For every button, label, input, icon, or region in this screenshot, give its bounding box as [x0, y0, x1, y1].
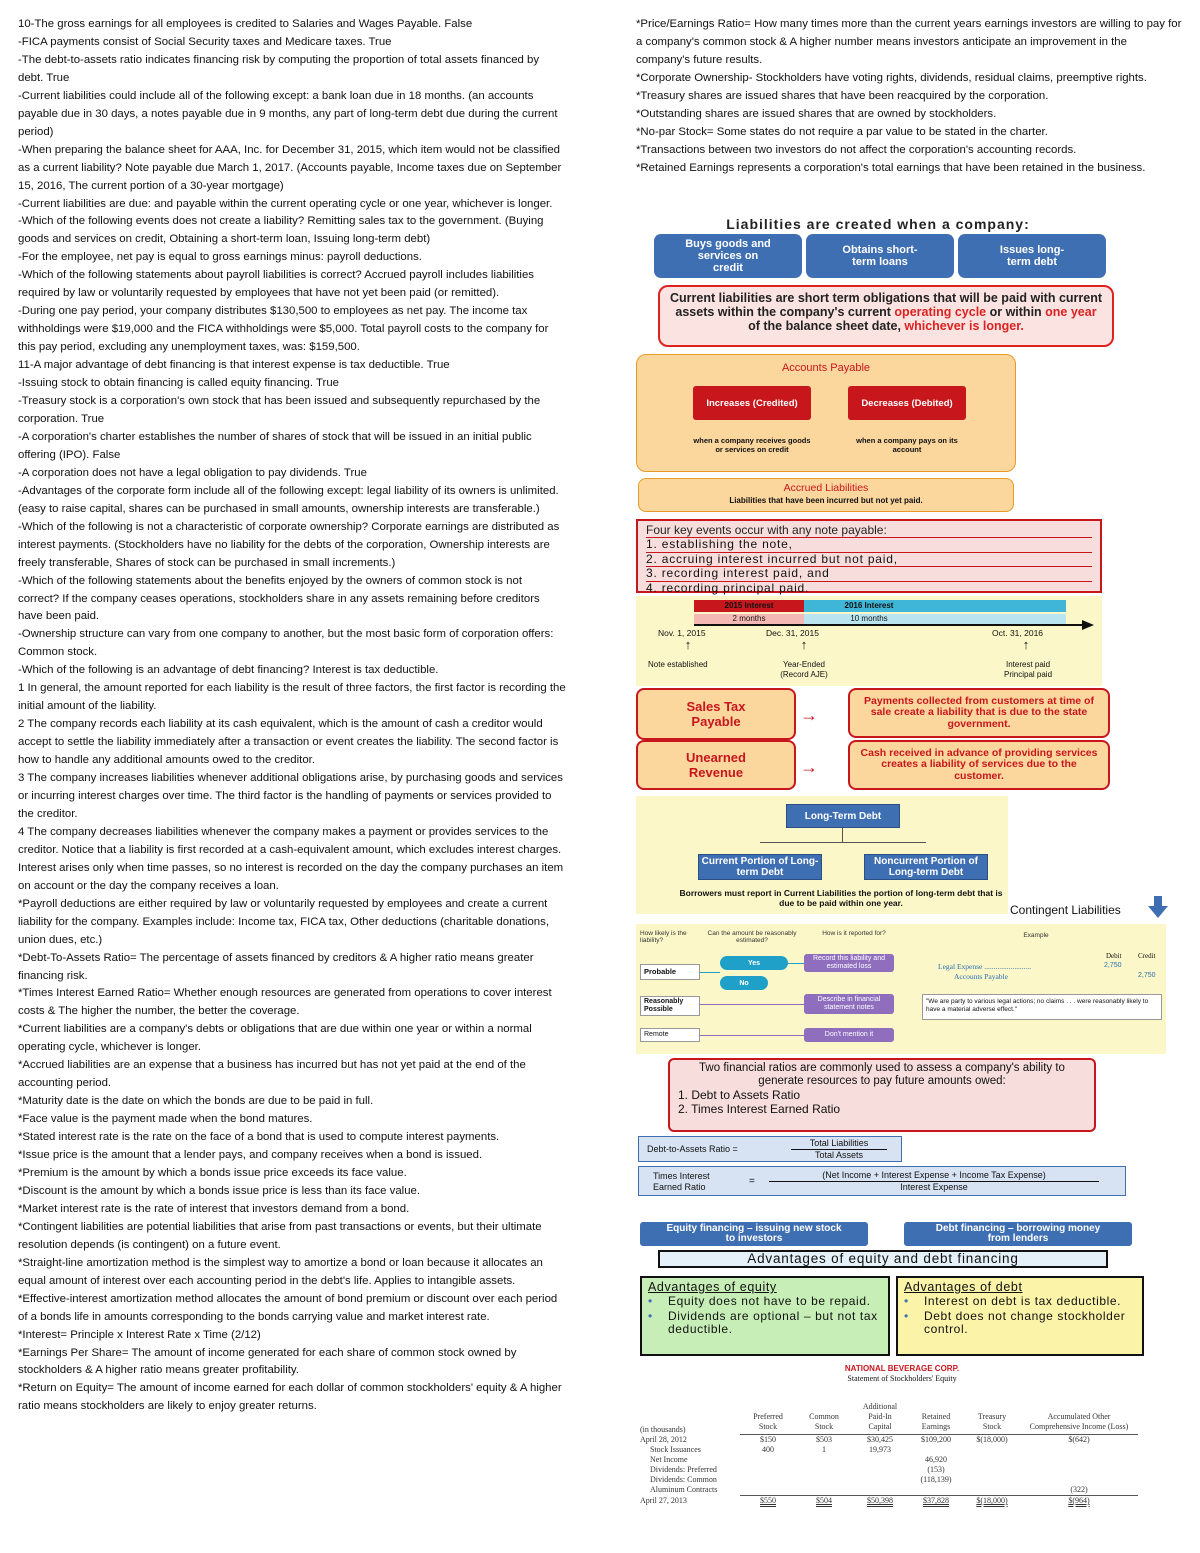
table-row	[636, 1496, 1138, 1507]
probable-label: Probable	[644, 967, 677, 976]
statement-header-row	[636, 1402, 1138, 1435]
contingent-col-head-4: Example	[1023, 932, 1049, 939]
label-interest-paid: Interest paid	[1005, 660, 1051, 669]
left-note-paragraph: *Straight-line amortization method is the simplest way to amortize a bond or loan because it allocates an equal amount of interest over each accounting period in the debt's life. Applies to intangible assets.	[18, 1256, 543, 1287]
accrued-desc: Liabilities that have been incurred but not yet paid.	[729, 496, 923, 505]
statement-cell: $30,425	[867, 1435, 893, 1444]
unearned-revenue-label: Unearned Revenue	[686, 750, 746, 780]
statement-cell	[964, 1485, 1020, 1496]
left-note-paragraph: -Current liabilities are due: and payable within the current operating cycle or one year, whichever is longer.	[18, 197, 553, 210]
left-note-paragraph: -Issuing stock to obtain financing is called equity financing. True	[18, 377, 340, 390]
left-note-paragraph: -Treasury stock is a corporation's own stock that has been issued and subsequently repurchased by the corporation. True	[18, 395, 541, 425]
accrued-title: Accrued Liabilities	[783, 482, 869, 494]
right-note-paragraph: *Outstanding shares are issued shares that are owned by stockholders.	[636, 107, 997, 120]
statement-cell: $(642)	[1068, 1435, 1090, 1444]
timeline-bar-2016-label: 2016 Interest	[844, 601, 894, 610]
liabilities-created-title: Liabilities are created when a company:	[726, 216, 1030, 232]
statement-cell	[740, 1485, 796, 1496]
left-note-paragraph: *Current liabilities are a company's debts or obligations that are due within one year or within a normal operating cycle, whichever is longer.	[18, 1023, 532, 1054]
left-note-paragraph: *Earnings Per Share= The amount of income generated for each share of common stock owned by stockholders & A higher ratio means greater profitability.	[18, 1346, 517, 1377]
financing-title: Advantages of equity and debt financing	[658, 1250, 1108, 1268]
statement-cell	[852, 1465, 908, 1475]
statement-cell	[740, 1465, 796, 1475]
statement-cell	[908, 1485, 964, 1496]
left-note-paragraph: *Times Interest Earned Ratio= Whether enough resources are generated from operations to cover interest costs & The higher the number, the better the coverage.	[18, 987, 552, 1018]
timeline-months-10: 10 months	[850, 614, 888, 623]
statement-row-label: Net Income	[650, 1455, 688, 1464]
bullet-icon: •	[904, 1294, 909, 1308]
tie-formula-box	[638, 1166, 1126, 1196]
right-arrow-icon: →	[800, 757, 818, 777]
equity-advantages-title: Advantages of equity	[648, 1280, 777, 1294]
dta-formula-box	[638, 1136, 902, 1162]
note-event-2: 2. accruing interest incurred but not paid,	[646, 552, 1092, 567]
interest-timeline-graphic	[636, 596, 1102, 686]
debt-item-1: Interest on debt is tax deductible.	[924, 1294, 1122, 1308]
tie-numerator: (Net Income + Interest Expense + Income Tax Expense)	[769, 1170, 1099, 1182]
statement-column-header: Treasury Stock	[964, 1402, 1020, 1435]
current-def-mid: or within	[986, 305, 1046, 319]
contingent-quote-text: "We are party to various legal actions; no claims . . . were reasonably likely to have a material adverse effect."	[926, 998, 1149, 1013]
note-event-4: 4. recording principal paid.	[646, 581, 1092, 596]
sales-tax-box	[636, 688, 796, 740]
statement-row-label: April 27, 2013	[640, 1495, 687, 1505]
left-note-paragraph: *Debt-To-Assets Ratio= The percentage of assets financed by creditors & A higher ratio means greater financing risk.	[18, 951, 534, 982]
statement-cell	[852, 1475, 908, 1485]
statement-cell	[1020, 1465, 1138, 1475]
contingent-record: Record this liability and estimated loss	[804, 954, 894, 972]
left-note-paragraph: *Maturity date is the date on which the bonds are due to be paid in full.	[18, 1095, 374, 1108]
contingent-title: Contingent Liabilities	[1010, 903, 1121, 917]
ltd-connector	[760, 842, 926, 843]
left-note-paragraph: 3 The company increases liabilities whenever additional obligations arise, by purchasing goods and services or incurring interest charges over time. The third factor is the handling of payments or services provided to the creditor.	[18, 772, 563, 820]
left-note-paragraph: *Premium is the amount by which a bonds issue price exceeds its face value.	[18, 1167, 407, 1179]
statement-cell	[740, 1475, 796, 1485]
left-note-paragraph: *Discount is the amount by which a bonds issue price is less than its face value.	[18, 1184, 421, 1197]
contingent-example-line1: Legal Expense .........................	[938, 962, 1032, 971]
table-row	[636, 1485, 1138, 1496]
left-note-paragraph: -Which of the following is not a characteristic of corporate ownership? Corporate earnings are distributed as interest payments. (Stockholders have no liability for the debts of the corporation, Ownership interests are freely transferable, Shares of stock can be purchased in small increments.)	[18, 520, 560, 569]
current-def-mid2: of the balance sheet date,	[748, 319, 905, 333]
statement-cell: 46,920	[925, 1455, 947, 1464]
statement-cell	[740, 1455, 796, 1465]
statement-row-label: Aluminum Contracts	[650, 1485, 718, 1495]
table-row	[636, 1475, 1138, 1485]
label-record-aje: (Record AJE)	[780, 670, 828, 679]
left-note-paragraph: -Ownership structure can vary from one company to another, but the most basic form of corporation offers: Common stock.	[18, 628, 554, 659]
left-note-paragraph: -During one pay period, your company distributes $130,500 to employees as net pay. The income tax withholdings were $19,000 and the FICA withholdings were $5,000. Total payroll costs to the company for this pay period, excluding any unemployment taxes, was: $159,500.	[18, 305, 549, 354]
contingent-col-head-1: How likely is the liability?	[640, 930, 687, 944]
right-note-paragraph: *Treasury shares are issued shares that have been reacquired by the corporation.	[636, 89, 1049, 102]
sales-tax-label: Sales Tax Payable	[686, 699, 746, 729]
left-note-paragraph: 4 The company decreases liabilities whenever the company makes a payment or provides services to the creditor. Notice that a liability is first recorded at a cash-equivalent amount, which excludes interest charges. Interest arises only when time passes, so no interest is recorded on the day the company purchases an item on account or the day the company receives a loan.	[18, 825, 564, 892]
financial-ratios-graphic	[668, 1058, 1096, 1132]
dta-label: Debt-to-Assets Ratio =	[647, 1144, 738, 1154]
ltd-note: Borrowers must report in Current Liabilities the portion of long-term debt that is due to be paid within one year.	[679, 888, 1003, 908]
unearned-desc: Cash received in advance of providing services creates a liability of services due to the customer.	[860, 746, 1098, 782]
left-note-paragraph: -Current liabilities could include all of the following except: a bank loan due in 18 months. (an accounts payable due in 30 days, a notes payable due in 9 months, any part of long-term debt due during the current period)	[18, 89, 558, 138]
statement-row-label: Dividends: Preferred	[650, 1465, 717, 1474]
right-note-paragraph: *Transactions between two investors do not affect the corporation's accounting records.	[636, 143, 1077, 156]
note-events-title: Four key events occur with any note payable:	[646, 523, 887, 537]
timeline-bar-2015-label: 2015 Interest	[724, 601, 774, 610]
left-note-paragraph: *Accrued liabilities are an expense that a business has incurred but has not yet paid at the end of the accounting period.	[18, 1059, 526, 1090]
ltd-connector	[842, 828, 843, 842]
left-note-paragraph: -When preparing the balance sheet for AAA, Inc. for December 31, 2015, which item would not be classified as a current liability? Note payable due March 1, 2017. (Accounts payable, Income taxes due on September 15, 2016, The current portion of a 30-year mortgage)	[18, 143, 562, 192]
contingent-connector	[700, 1035, 804, 1036]
table-row	[636, 1455, 1138, 1465]
current-def-pre: Current liabilities are short term obligations that will be paid with current assets within the company's current	[670, 291, 1103, 319]
ltd-top-box: Long-Term Debt	[786, 804, 900, 828]
left-note-paragraph: *Return on Equity= The amount of income earned for each dollar of common stockholders' equity & A higher ratio means stockholders are likely to enjoy greater returns.	[18, 1382, 562, 1413]
ap-title: Accounts Payable	[781, 362, 871, 374]
buys-goods-box: Buys goods and services on credit	[654, 234, 802, 278]
timeline-months-2: 2 months	[732, 614, 766, 623]
contingent-example-v1: 2,750	[1104, 962, 1122, 969]
statement-cell	[964, 1465, 1020, 1475]
table-row	[636, 1465, 1138, 1475]
tie-equals: =	[749, 1176, 755, 1187]
right-arrow-icon: →	[800, 705, 818, 725]
statement-cell: 19,973	[869, 1445, 891, 1454]
note-event-1: 1. establishing the note,	[646, 537, 1092, 552]
contingent-dont-mention: Don't mention it	[804, 1028, 894, 1042]
ratio-2: 2. Times Interest Earned Ratio	[678, 1102, 841, 1116]
equity-advantages-panel	[640, 1276, 890, 1356]
note-events-graphic	[636, 519, 1102, 593]
contingent-connector	[788, 963, 804, 964]
sales-tax-desc-box	[848, 688, 1110, 738]
statement-cell	[964, 1445, 1020, 1455]
statement-units: (in thousands)	[640, 1424, 686, 1434]
financing-graphic	[640, 1220, 1146, 1356]
left-note-paragraph: *Face value is the payment made when the bond matures.	[18, 1113, 313, 1126]
statement-column-header: Additional Paid-In Capital	[852, 1402, 908, 1435]
statement-cell: 400	[762, 1445, 774, 1454]
left-note-paragraph: -Which of the following statements about payroll liabilities is correct? Accrued payroll includes liabilities required by law or voluntarily requested by employees that have not yet been paid (or remitted).	[18, 269, 534, 300]
left-note-paragraph: *Market interest rate is the rate of interest that investors demand from a bond.	[18, 1202, 410, 1215]
statement-cell	[796, 1475, 852, 1485]
statement-cell: $(964)	[1020, 1496, 1138, 1507]
statement-cell: $150	[760, 1435, 776, 1444]
statement-cell	[1020, 1445, 1138, 1455]
left-note-paragraph: -FICA payments consist of Social Security taxes and Medicare taxes. True	[18, 35, 392, 48]
bullet-icon: •	[648, 1294, 653, 1308]
statement-cell	[852, 1455, 908, 1465]
debt-financing-box: Debt financing – borrowing money from lenders	[904, 1222, 1132, 1246]
tie-denominator: Interest Expense	[900, 1182, 968, 1192]
contingent-connector	[700, 972, 720, 973]
statement-table	[636, 1402, 1138, 1506]
left-note-paragraph: 2 The company records each liability at its cash equivalent, which is the amount of cash a creditor would accept to settle the liability immediately after a transaction or event creates the liability. The second factor is how to handle any additional amounts owed to the creditor.	[18, 718, 559, 767]
statement-column-header: Retained Earnings	[908, 1402, 964, 1435]
left-note-paragraph: -Which of the following events does not create a liability? Remitting sales tax to the government. (Buying goods and services on credit, Obtaining a short-term loan, Issuing long-term debt)	[18, 215, 544, 246]
remote-label: Remote	[644, 1031, 669, 1038]
bullet-icon: •	[904, 1309, 909, 1323]
left-note-paragraph: *Interest= Principle x Interest Rate x Time (2/12)	[18, 1328, 261, 1341]
statement-column-header: Preferred Stock	[740, 1402, 796, 1435]
ap-decreases-box: Decreases (Debited)	[848, 386, 966, 420]
statement-cell	[1020, 1475, 1138, 1485]
left-note-paragraph: 1 In general, the amount reported for each liability is the result of three factors, the first factor is recording the initial amount of the liability.	[18, 682, 566, 713]
contingent-no: No	[720, 976, 768, 990]
right-note-paragraph: *Corporate Ownership- Stockholders have voting rights, dividends, residual claims, preemptive rights.	[636, 71, 1147, 84]
current-def-hl3: whichever is longer.	[904, 319, 1024, 333]
table-row	[636, 1435, 1138, 1446]
equity-advantage-item	[648, 1310, 882, 1336]
left-note-paragraph: -The debt-to-assets ratio indicates financing risk by computing the proportion of total assets financed by debt. True	[18, 53, 540, 84]
left-note-paragraph: -Which of the following is an advantage of debt financing? Interest is tax deductible.	[18, 664, 439, 677]
left-note-paragraph: *Issue price is the amount that a lender pays, and company receives when a bond is issued.	[18, 1149, 483, 1162]
statement-row-label: Dividends: Common	[650, 1475, 717, 1484]
left-note-paragraph: -Which of the following statements about the benefits enjoyed by the owners of common stock is not correct? If the company ceases operations, stockholders share in any assets remaining before creditors have been paid.	[18, 574, 540, 623]
ltd-current-box: Current Portion of Long-term Debt	[698, 854, 822, 880]
statement-cell: $50,398	[852, 1496, 908, 1507]
statement-cell: $37,828	[908, 1496, 964, 1507]
debt-advantage-item	[904, 1310, 1136, 1336]
right-note-paragraph: *No-par Stock= Some states do not require a par value to be stated in the charter.	[636, 125, 1048, 138]
label-principal-paid: Principal paid	[1003, 670, 1053, 679]
contingent-example-credit: Credit	[1138, 952, 1156, 960]
left-note-paragraph: -A corporation does not have a legal obligation to pay dividends. True	[18, 466, 367, 479]
reasonably-possible-label: Reasonably Possible	[644, 998, 684, 1013]
table-row	[636, 1445, 1138, 1455]
debt-advantages-title: Advantages of debt	[904, 1280, 1023, 1294]
statement-company: NATIONAL BEVERAGE CORP.	[844, 1364, 960, 1373]
statement-cell: 1	[822, 1445, 826, 1454]
left-notes-column	[18, 16, 566, 1416]
sales-tax-desc: Payments collected from customers at time of sale create a liability that is due to the state government.	[864, 694, 1094, 730]
left-note-paragraph: *Contingent liabilities are potential liabilities that arise from past transactions or events, but their ultimate resolution depends (is contingent) on a future event.	[18, 1220, 542, 1251]
right-notes-column	[636, 16, 1184, 178]
tie-label: Times Interest Earned Ratio	[653, 1171, 710, 1192]
current-liabilities-definition	[658, 285, 1114, 347]
statement-cell: (118,139)	[920, 1475, 952, 1484]
equity-advantage-item	[648, 1295, 882, 1308]
unearned-desc-box	[848, 740, 1110, 790]
debt-advantage-item	[904, 1295, 1136, 1308]
statement-subtitle: Statement of Stockholders' Equity	[847, 1374, 957, 1383]
statement-cell	[796, 1455, 852, 1465]
left-note-paragraph: -For the employee, net pay is equal to gross earnings minus: payroll deductions.	[18, 251, 422, 264]
stockholders-equity-statement	[636, 1358, 1168, 1530]
statement-cell	[796, 1465, 852, 1475]
statement-cell: $503	[816, 1435, 832, 1444]
statement-cell: (322)	[1070, 1485, 1088, 1494]
contingent-connector	[700, 1004, 804, 1005]
left-note-paragraph: 10-The gross earnings for all employees is credited to Salaries and Wages Payable. False	[18, 18, 473, 30]
statement-cell	[964, 1455, 1020, 1465]
issues-debt-box: Issues long-term debt	[958, 234, 1106, 278]
contingent-liabilities-graphic	[636, 924, 1166, 1054]
obtains-loans-box: Obtains short-term loans	[806, 234, 954, 278]
statement-cell: $550	[740, 1496, 796, 1507]
liabilities-created-graphic	[636, 214, 1120, 350]
statement-cell: (153)	[927, 1465, 945, 1474]
statement-cell: $504	[796, 1496, 852, 1507]
left-note-paragraph: 11-A major advantage of debt financing is that interest expense is tax deductible. True	[18, 359, 450, 372]
label-year-ended: Year-Ended	[783, 660, 825, 669]
note-event-3: 3. recording interest paid, and	[646, 566, 1092, 581]
down-arrow-icon	[1148, 896, 1168, 918]
statement-column-header: Accumulated Other Comprehensive Income (Loss)	[1020, 1402, 1138, 1435]
debt-advantages-panel	[896, 1276, 1144, 1356]
ltd-noncurrent-box: Noncurrent Portion of Long-term Debt	[864, 854, 988, 880]
ap-increases-desc: when a company receives goods or services on credit	[693, 436, 811, 454]
contingent-col-head-2: Can the amount be reasonably estimated?	[707, 930, 797, 944]
equity-financing-box: Equity financing – issuing new stock to investors	[640, 1222, 868, 1246]
left-note-paragraph: *Effective-interest amortization method allocates the amount of bond premium or discount over each period of a bonds life in amounts corresponding to the bonds carrying value and market interest rate.	[18, 1292, 558, 1323]
date-nov-2015: Nov. 1, 2015	[658, 628, 706, 638]
long-term-debt-graphic	[636, 796, 1008, 914]
bullet-icon: •	[648, 1309, 653, 1323]
ratios-title: Two financial ratios are commonly used to assess a company's ability to generate resources to pay future amounts owed:	[699, 1062, 1065, 1087]
right-note-paragraph: *Retained Earnings represents a corporation's total earnings that have been retained in the business.	[636, 161, 1146, 174]
timeline-axis	[694, 624, 1086, 626]
left-note-paragraph: -A corporation's charter establishes the number of shares of stock that will be issued in an initial public offering (IPO). False	[18, 430, 532, 461]
current-def-hl2: one year	[1045, 305, 1097, 319]
statement-cell	[964, 1475, 1020, 1485]
statement-cell	[1020, 1455, 1138, 1465]
unearned-revenue-box	[636, 740, 796, 790]
statement-row-label: Stock Issuances	[650, 1445, 701, 1454]
dta-denominator: Total Assets	[814, 1150, 864, 1160]
contingent-example-debit: Debit	[1106, 952, 1122, 960]
up-arrow-icon: ↑	[800, 637, 808, 652]
statement-cell: $109,200	[921, 1435, 951, 1444]
contingent-col-head-3: How is it reported for?	[822, 930, 886, 937]
statement-cell	[796, 1485, 852, 1496]
contingent-example-v2: 2,750	[1138, 972, 1156, 979]
contingent-remote	[640, 1028, 700, 1042]
contingent-describe-1: Describe in financial statement notes	[804, 994, 894, 1014]
contingent-reasonably-possible	[640, 996, 700, 1016]
statement-table-wrap	[636, 1402, 1168, 1506]
up-arrow-icon: ↑	[1022, 637, 1030, 652]
contingent-probable	[640, 964, 700, 980]
ap-increases-box: Increases (Credited)	[693, 386, 811, 420]
statement-cell	[908, 1445, 964, 1455]
date-dec-2015: Dec. 31, 2015	[766, 628, 819, 638]
statement-column-header: Common Stock	[796, 1402, 852, 1435]
accounts-payable-graphic	[636, 354, 1016, 514]
contingent-yes: Yes	[720, 956, 788, 970]
equity-item-2: Dividends are optional – but not tax deductible.	[668, 1309, 878, 1336]
statement-row-label: April 28, 2012	[640, 1434, 687, 1444]
timeline-arrowhead	[1082, 620, 1094, 630]
statement-cell: $(18,000)	[964, 1496, 1020, 1507]
equity-item-1: Equity does not have to be repaid.	[668, 1294, 871, 1308]
left-note-paragraph: -Advantages of the corporate form include all of the following except: legal liability of its owners is unlimited. (easy to raise capital, shares can be purchased in small amounts, ownership interests are transferable.)	[18, 484, 559, 515]
current-def-hl1: operating cycle	[894, 305, 987, 319]
date-oct-2016: Oct. 31, 2016	[992, 628, 1044, 638]
debt-item-2: Debt does not change stockholder control.	[924, 1309, 1126, 1336]
statement-cell	[852, 1485, 908, 1496]
sales-tax-unearned-graphic	[636, 688, 1116, 792]
contingent-example-quote	[922, 994, 1162, 1020]
up-arrow-icon: ↑	[684, 637, 692, 652]
dta-numerator: Total Liabilities	[791, 1138, 887, 1150]
statement-cell: $(18,000)	[976, 1435, 1008, 1444]
contingent-liabilities-heading	[1010, 903, 1121, 917]
right-note-paragraph: *Price/Earnings Ratio= How many times more than the current years earnings investors are willing to pay for a company's common stock & A higher number means investors anticipate an improvement in the company's future results.	[636, 18, 1182, 66]
left-note-paragraph: *Stated interest rate is the rate on the face of a bond that is used to compute interest payments.	[18, 1131, 500, 1144]
ap-decreases-desc: when a company pays on its account	[856, 436, 958, 454]
label-note-established: Note established	[648, 660, 708, 669]
contingent-example-line2: Accounts Payable	[954, 972, 1008, 981]
ratio-1: 1. Debt to Assets Ratio	[678, 1088, 801, 1102]
left-note-paragraph: *Payroll deductions are either required by law or voluntarily requested by employees and create a current liability for the company. Examples include: Income tax, FICA tax, Other deductions (charitable donations, union dues, etc.)	[18, 897, 549, 946]
